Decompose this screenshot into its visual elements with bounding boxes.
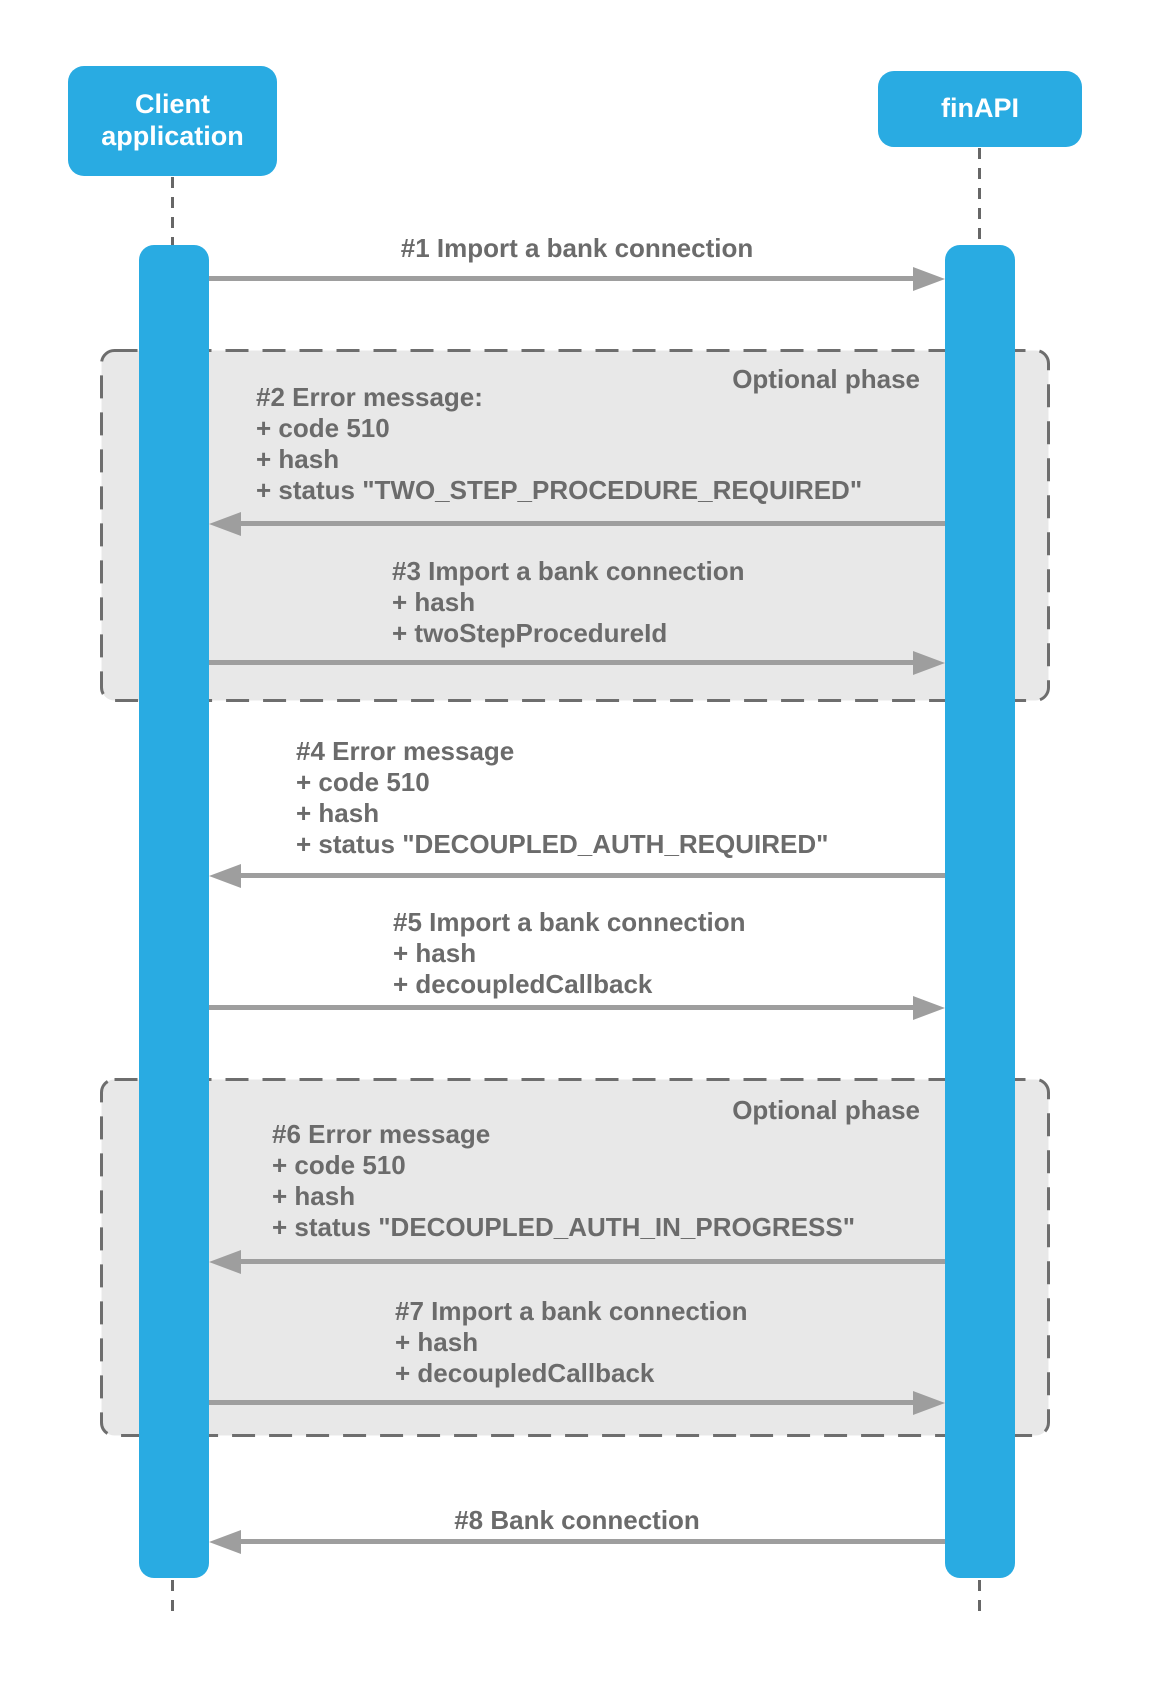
actor-box-client	[68, 66, 277, 176]
arrowhead-left-icon	[209, 1250, 241, 1274]
arrow-line	[209, 1005, 913, 1010]
arrow-line	[238, 1259, 945, 1264]
lifeline-finapi	[978, 148, 981, 245]
arrowhead-right-icon	[913, 996, 945, 1020]
lifeline-client	[171, 177, 174, 245]
arrow-line	[209, 1400, 913, 1405]
activation-bar-finapi	[945, 245, 1015, 1578]
arrowhead-right-icon	[913, 267, 945, 291]
message-1-label: #1 Import a bank connection	[400, 233, 754, 263]
arrow-line	[238, 1539, 945, 1544]
actor-label-finapi: finAPI	[941, 93, 1019, 124]
message-5-label: #5 Import a bank connection + hash + decoupledCallback	[393, 907, 746, 999]
actor-box-finapi	[878, 71, 1082, 147]
arrow-line	[238, 521, 945, 526]
arrow-line	[209, 276, 913, 281]
message-3-label: #3 Import a bank connection + hash + twoStepProcedureId	[392, 556, 745, 648]
lifeline-finapi-tail	[978, 1580, 981, 1616]
message-2-label: #2 Error message: + code 510 + hash + status "TWO_STEP_PROCEDURE_REQUIRED"	[256, 382, 863, 505]
arrow-line	[209, 660, 913, 665]
arrowhead-left-icon	[209, 1530, 241, 1554]
actor-label-client: Client application	[101, 89, 244, 151]
optional-phase-label-2: Optional phase	[732, 1095, 920, 1125]
arrowhead-right-icon	[913, 651, 945, 675]
message-8-label: #8 Bank connection	[454, 1505, 700, 1535]
lifeline-client-tail	[171, 1580, 174, 1616]
arrowhead-left-icon	[209, 512, 241, 536]
message-7-label: #7 Import a bank connection + hash + decoupledCallback	[395, 1296, 748, 1388]
activation-bar-client	[139, 245, 209, 1578]
message-6-label: #6 Error message + code 510 + hash + status "DECOUPLED_AUTH_IN_PROGRESS"	[272, 1119, 856, 1242]
arrowhead-left-icon	[209, 864, 241, 888]
arrowhead-right-icon	[913, 1391, 945, 1415]
optional-phase-label-1: Optional phase	[732, 364, 920, 394]
arrow-line	[238, 873, 945, 878]
message-4-label: #4 Error message + code 510 + hash + status "DECOUPLED_AUTH_REQUIRED"	[296, 736, 829, 859]
